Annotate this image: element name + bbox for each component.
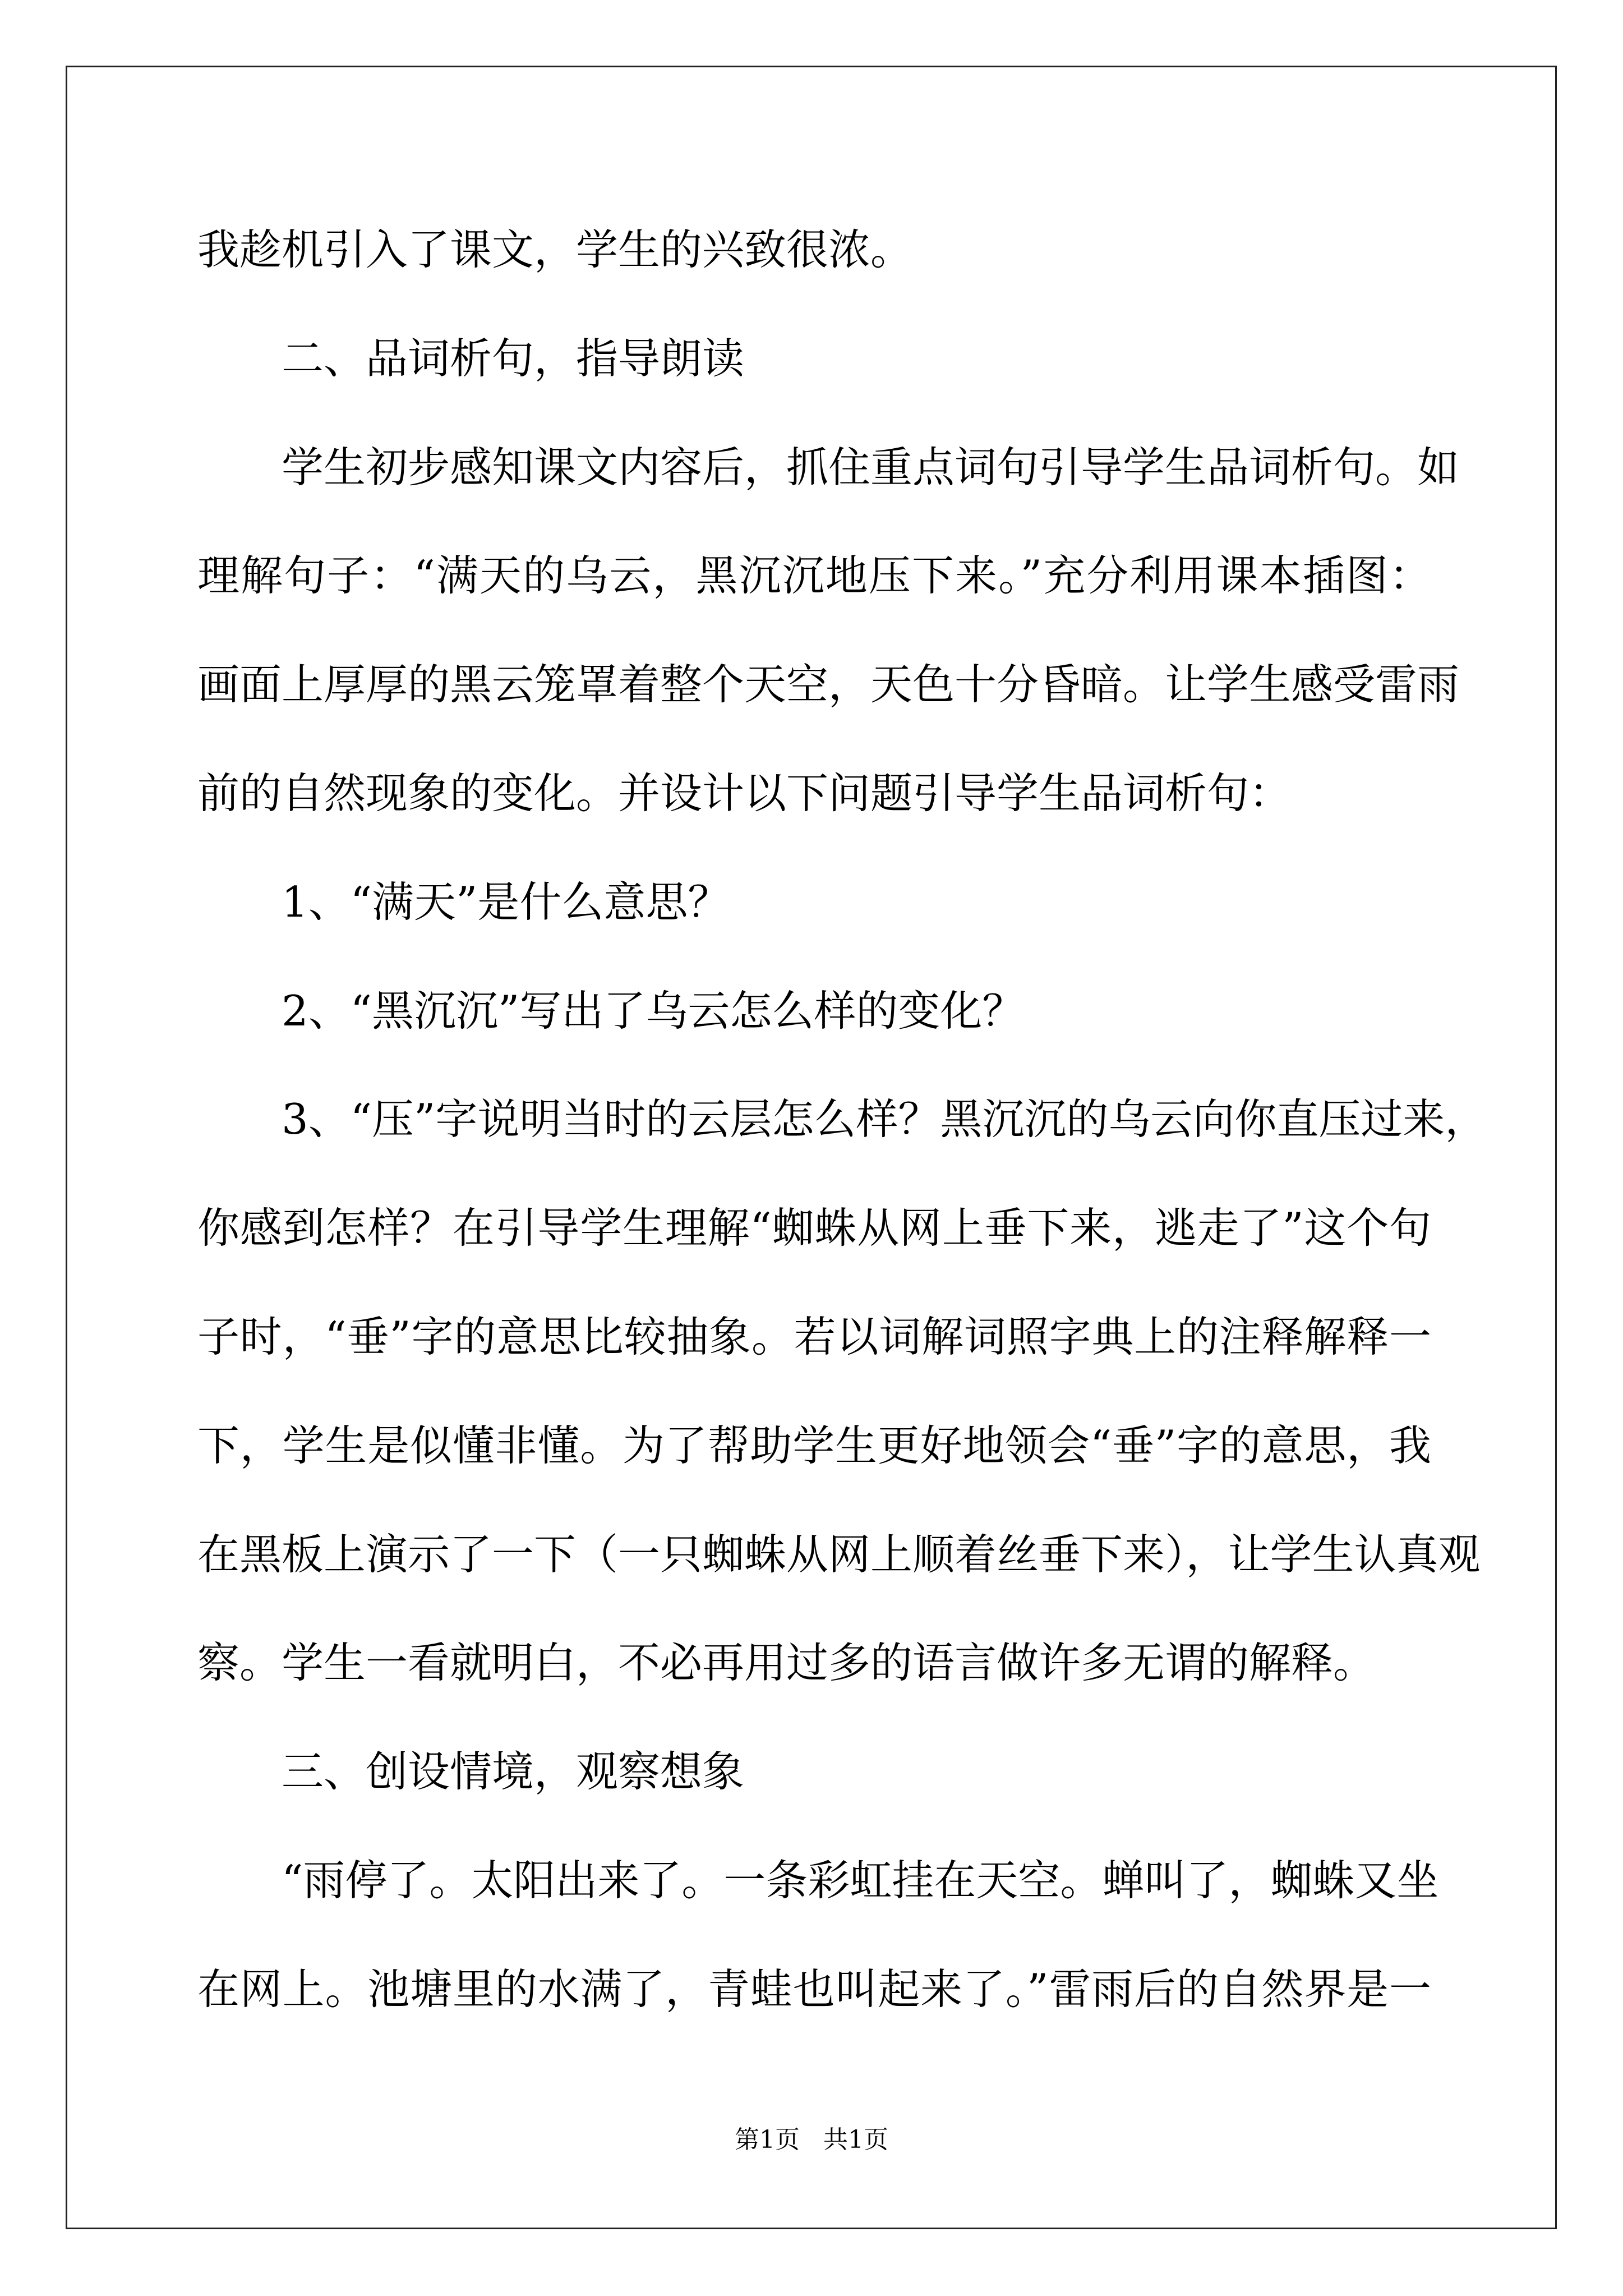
paragraph-line: 我趁机引入了课文，学生的兴致很浓。 bbox=[197, 225, 913, 274]
paragraph-line: 子时，“垂”字的意思比较抽象。若以词解词照字典上的注释解释一 bbox=[197, 1312, 1431, 1361]
page-footer: 第1页 共1页 bbox=[735, 2125, 888, 2154]
paragraph-line: 在黑板上演示了一下（一只蜘蛛从网上顺着丝垂下来），让学生认真观 bbox=[197, 1529, 1481, 1579]
section-heading: 三、创设情境，观察想象 bbox=[282, 1747, 745, 1797]
section-heading: 二、品词析句，指导朗读 bbox=[282, 333, 745, 383]
paragraph-line: 画面上厚厚的黑云笼罩着整个天空，天色十分昏暗。让学生感受雷雨 bbox=[197, 660, 1460, 710]
paragraph-line: 学生初步感知课文内容后，抓住重点词句引导学生品词析句。如 bbox=[282, 442, 1460, 492]
paragraph-line: 前的自然现象的变化。并设计以下问题引导学生品词析句： bbox=[197, 768, 1292, 818]
paragraph-line: 你感到怎样？在引导学生理解“蜘蛛从网上垂下来，逃走了”这个句 bbox=[197, 1203, 1431, 1253]
list-item: 2、“黑沉沉”写出了乌云怎么样的变化？ bbox=[282, 986, 1025, 1036]
paragraph-line: 理解句子：“满天的乌云，黑沉沉地压下来。”充分利用课本插图： bbox=[197, 551, 1431, 601]
paragraph-line: “雨停了。太阳出来了。一条彩虹挂在天空。蝉叫了，蜘蛛又坐 bbox=[282, 1855, 1439, 1905]
list-item: 3、“压”字说明当时的云层怎么样？黑沉沉的乌云向你直压过来， bbox=[282, 1094, 1487, 1144]
document-body bbox=[197, 216, 1487, 2064]
paragraph-line: 在网上。池塘里的水满了，青蛙也叫起来了。”雷雨后的自然界是一 bbox=[197, 1964, 1431, 2014]
paragraph-line: 察。学生一看就明白，不必再用过多的语言做许多无谓的解释。 bbox=[197, 1638, 1376, 1688]
list-item: 1、“满天”是什么意思？ bbox=[282, 877, 730, 927]
paragraph-line: 下，学生是似懂非懂。为了帮助学生更好地领会“垂”字的意思，我 bbox=[197, 1420, 1431, 1470]
